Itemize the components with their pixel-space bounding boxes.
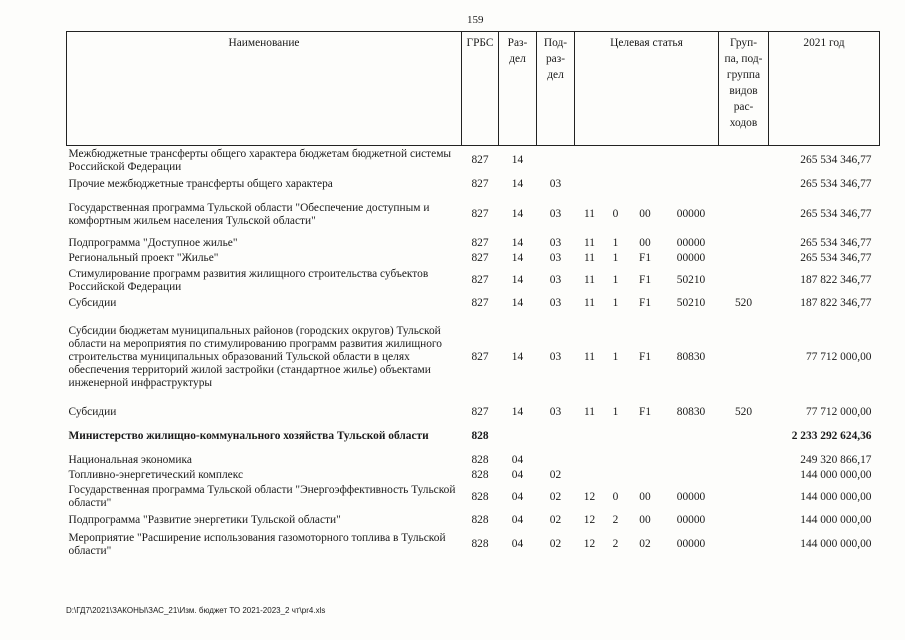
- row-expense-type: [719, 194, 769, 236]
- row-amount: 265 534 346,77: [800, 251, 872, 264]
- row-target-program: 11: [584, 236, 595, 249]
- row-target-direction: 00000: [676, 490, 706, 503]
- row-expense-type: [719, 421, 769, 453]
- row-razdel: 14: [511, 405, 524, 418]
- row-name: Субсидии: [68, 297, 117, 309]
- row-amount: 144 000 000,00: [800, 468, 872, 481]
- row-target-program: 11: [584, 208, 595, 220]
- row-grbs: 828: [471, 538, 489, 550]
- row-grbs: 828: [471, 490, 489, 503]
- table-header-row: [67, 32, 880, 146]
- row-target-direction: [664, 176, 719, 194]
- row-target-event: F1: [638, 274, 652, 286]
- row-name: Региональный проект "Жилье": [68, 251, 219, 264]
- row-target-event: [627, 453, 664, 468]
- table-row: [67, 146, 880, 176]
- row-grbs: 827: [471, 236, 489, 249]
- row-target-subprogram: [605, 176, 627, 194]
- footer-file-path: D:\ГД7\2021\ЗАКОНЫ\ЗАС_21\Изм. бюджет ТО 2021-2023_2 чт\pr4.xls: [66, 606, 326, 615]
- row-expense-type: [719, 453, 769, 468]
- row-expense-type: [719, 312, 769, 404]
- row-razdel: 14: [511, 178, 524, 190]
- row-expense-type: [719, 468, 769, 483]
- table-row: [67, 512, 880, 529]
- row-target-event: 00: [639, 490, 651, 503]
- row-name: Субсидии: [68, 405, 117, 418]
- row-target-direction: 80830: [676, 351, 706, 363]
- row-razdel: 04: [511, 490, 524, 503]
- row-razdel: 04: [511, 453, 524, 466]
- row-name: Межбюджетные трансферты общего характера бюджетам бюджетной системы Российской Федерации: [68, 147, 452, 173]
- row-target-program: 11: [584, 405, 595, 418]
- row-target-direction: [664, 468, 719, 483]
- table-row: [67, 312, 880, 404]
- row-target-event: F1: [638, 251, 652, 264]
- row-podrazdel: 02: [549, 538, 562, 550]
- row-grbs: 827: [471, 297, 489, 309]
- row-target-program: 11: [584, 274, 595, 286]
- row-target-subprogram: 2: [612, 538, 619, 550]
- row-target-direction: [664, 421, 719, 453]
- row-amount: 187 822 346,77: [800, 297, 872, 309]
- row-target-program: 11: [584, 251, 595, 264]
- row-amount: 265 534 346,77: [800, 154, 872, 167]
- row-grbs: 828: [471, 513, 489, 526]
- row-target-program: [575, 468, 605, 483]
- row-target-event: 00: [639, 513, 651, 526]
- row-target-program: 12: [583, 490, 596, 503]
- row-target-event: [627, 421, 664, 453]
- row-name: Топливно-энергетический комплекс: [68, 468, 244, 481]
- row-target-program: [575, 176, 605, 194]
- row-razdel: 14: [511, 154, 524, 167]
- row-razdel: 04: [511, 513, 524, 526]
- row-podrazdel: 03: [549, 297, 562, 309]
- row-target-direction: [664, 453, 719, 468]
- row-razdel: 14: [511, 274, 524, 286]
- row-expense-type: 520: [734, 405, 753, 418]
- row-target-direction: 50210: [676, 274, 706, 286]
- row-expense-type: [719, 251, 769, 266]
- row-target-direction: 00000: [676, 251, 706, 264]
- row-target-subprogram: 0: [612, 490, 619, 503]
- row-name: Национальная экономика: [68, 453, 192, 466]
- row-podrazdel: 02: [549, 513, 562, 526]
- row-podrazdel: 03: [549, 274, 562, 286]
- row-target-event: [627, 468, 664, 483]
- row-expense-type: [719, 176, 769, 194]
- row-expense-type: [719, 512, 769, 529]
- row-podrazdel: 03: [549, 251, 562, 264]
- row-podrazdel: 02: [549, 490, 562, 503]
- table-row: [67, 296, 880, 312]
- row-grbs: 827: [471, 208, 489, 220]
- row-podrazdel: [537, 421, 575, 453]
- row-podrazdel: 03: [549, 208, 562, 220]
- row-target-subprogram: 1: [612, 251, 619, 264]
- header-grbs: ГРБС: [462, 32, 499, 146]
- row-target-subprogram: [605, 453, 627, 468]
- row-target-event: 02: [639, 538, 651, 550]
- row-podrazdel: 03: [549, 351, 562, 363]
- table-row: [67, 251, 880, 266]
- row-podrazdel: [537, 146, 575, 176]
- row-razdel: 14: [511, 251, 524, 264]
- row-target-subprogram: 0: [612, 208, 619, 220]
- header-podrazdel: Под- раз- дел: [537, 32, 575, 146]
- row-target-direction: [664, 146, 719, 176]
- row-name: Подпрограмма "Доступное жилье": [68, 236, 238, 249]
- row-target-program: 11: [584, 351, 595, 363]
- row-name: Подпрограмма "Развитие энергетики Тульской области": [68, 513, 341, 526]
- row-target-subprogram: 1: [612, 297, 619, 309]
- row-target-event: [627, 176, 664, 194]
- row-amount: 187 822 346,77: [800, 274, 872, 286]
- row-target-subprogram: 1: [612, 274, 619, 286]
- row-grbs: 828: [471, 430, 489, 442]
- row-target-program: [575, 146, 605, 176]
- row-target-subprogram: [605, 146, 627, 176]
- row-name: Прочие межбюджетные трансферты общего характера: [68, 178, 333, 190]
- row-razdel: 04: [511, 538, 524, 550]
- row-target-program: [575, 453, 605, 468]
- row-target-subprogram: [605, 421, 627, 453]
- row-target-direction: 50210: [676, 297, 706, 309]
- row-amount: 144 000 000,00: [800, 490, 872, 503]
- row-amount: 265 534 346,77: [800, 208, 872, 220]
- row-target-event: F1: [638, 405, 652, 418]
- row-target-subprogram: 2: [612, 513, 619, 526]
- row-podrazdel: 03: [549, 405, 562, 418]
- row-target-program: 12: [583, 538, 596, 550]
- header-name: Наименование: [67, 32, 462, 146]
- budget-table: [66, 31, 880, 561]
- row-razdel: [499, 421, 537, 453]
- row-expense-type: [719, 483, 769, 512]
- row-name: Министерство жилищно-коммунального хозяйства Тульской области: [68, 430, 429, 442]
- row-razdel: 14: [511, 297, 524, 309]
- row-amount: 265 534 346,77: [800, 178, 872, 190]
- table-body: [67, 146, 880, 561]
- table-row: [67, 468, 880, 483]
- row-target-event: [627, 146, 664, 176]
- row-grbs: 827: [471, 405, 489, 418]
- row-podrazdel: 03: [549, 236, 562, 249]
- header-expense-group: Груп- па, под- группа видов рас- ходов: [719, 32, 769, 146]
- table-row: [67, 266, 880, 296]
- row-expense-type: [719, 236, 769, 251]
- row-expense-type: [719, 529, 769, 561]
- table-row: [67, 529, 880, 561]
- row-grbs: 827: [471, 178, 489, 190]
- row-name: Государственная программа Тульской области "Энергоэффективность Тульской области": [68, 484, 456, 509]
- row-razdel: 14: [511, 351, 524, 363]
- row-target-direction: 00000: [676, 538, 706, 550]
- row-podrazdel: 03: [549, 178, 562, 190]
- table-row: [67, 236, 880, 251]
- row-expense-type: [719, 266, 769, 296]
- table-row: [67, 453, 880, 468]
- table-row: [67, 483, 880, 512]
- row-razdel: 14: [511, 208, 524, 220]
- row-target-subprogram: 1: [612, 236, 619, 249]
- row-razdel: 14: [511, 236, 524, 249]
- row-grbs: 828: [471, 453, 489, 466]
- row-amount: 144 000 000,00: [800, 513, 872, 526]
- row-expense-type: [719, 146, 769, 176]
- table-row: [67, 421, 880, 453]
- row-amount: 249 320 866,17: [800, 453, 872, 466]
- row-amount: 77 712 000,00: [806, 405, 872, 418]
- row-target-subprogram: 1: [612, 405, 619, 418]
- table-row: [67, 404, 880, 421]
- row-amount: 144 000 000,00: [800, 538, 872, 550]
- row-razdel: 04: [511, 468, 524, 481]
- row-amount: 2 233 292 624,36: [791, 430, 872, 442]
- row-grbs: 827: [471, 351, 489, 363]
- table-row: [67, 194, 880, 236]
- row-target-event: 00: [639, 236, 651, 249]
- row-target-subprogram: [605, 468, 627, 483]
- table-row: [67, 176, 880, 194]
- row-target-direction: 00000: [676, 208, 706, 220]
- row-name: Мероприятие "Расширение использования газомоторного топлива в Тульской области": [68, 531, 446, 557]
- row-amount: 265 534 346,77: [800, 236, 872, 249]
- row-name: Стимулирование программ развития жилищного строительства субъектов Российской Федерации: [68, 267, 429, 293]
- row-amount: 77 712 000,00: [806, 351, 872, 363]
- row-grbs: 827: [471, 251, 489, 264]
- row-target-event: F1: [638, 351, 652, 363]
- row-expense-type: 520: [734, 297, 753, 309]
- row-target-direction: 80830: [676, 405, 706, 418]
- row-grbs: 827: [471, 154, 489, 167]
- row-name: Государственная программа Тульской области "Обеспечение доступным и комфортным жильем населения Тульской области": [68, 201, 430, 227]
- row-podrazdel: 02: [549, 468, 562, 481]
- row-target-direction: 00000: [676, 513, 706, 526]
- page-number: 159: [467, 14, 484, 26]
- row-target-direction: 00000: [676, 236, 706, 249]
- row-name: Субсидии бюджетам муниципальных районов (городских округов) Тульской области на мероприятия по стимулированию программ развития жилищного строительства муниципальных образований Тульской области в целях обеспечения территорий жилой застройки (стандартное жилье) объектами инженерной инфраструктуры: [68, 325, 442, 389]
- row-target-event: F1: [638, 297, 652, 309]
- row-target-program: [575, 421, 605, 453]
- row-grbs: 828: [471, 468, 489, 481]
- row-target-subprogram: 1: [612, 351, 619, 363]
- row-podrazdel: [537, 453, 575, 468]
- header-year-2021: 2021 год: [769, 32, 880, 146]
- row-grbs: 827: [471, 274, 489, 286]
- row-target-event: 00: [639, 208, 651, 220]
- row-target-program: 11: [584, 297, 595, 309]
- row-target-program: 12: [583, 513, 596, 526]
- header-target-article: Целевая статья: [575, 32, 719, 146]
- header-razdel: Раз- дел: [499, 32, 537, 146]
